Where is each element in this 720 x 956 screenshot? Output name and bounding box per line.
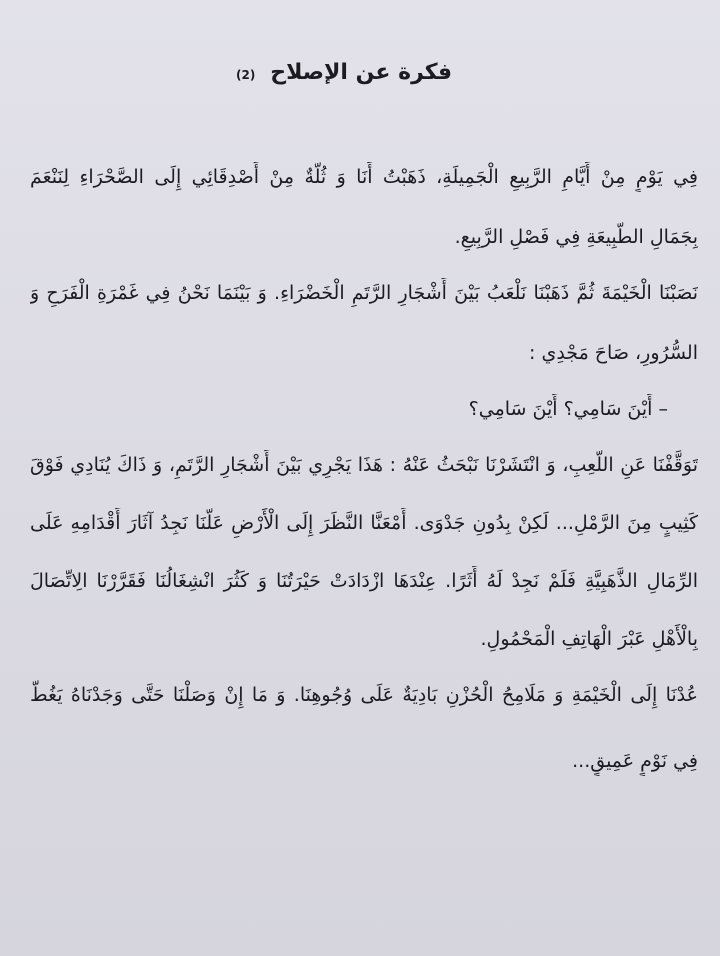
text-line: عُدْنَا إِلَى الْخَيْمَةِ وَ مَلَامِحُ الْحُزْنِ بَادِيَةٌ عَلَى وُجُوهِنَا. وَ مَا إِنْ وَصَلْنَا حَتَّى وَجَدْنَاهُ يَغُطُّ — [30, 684, 698, 706]
text-line: الرِّمَالِ الذَّهَبِيَّةِ فَلَمْ نَجِدْ لَهُ أَثَرًا. عِنْدَهَا ازْدَادَتْ حَيْرَتُنَا وَ كَثُرَ انْشِغَالُنَا فَقَرَّرْنَا الِاتِّصَالَ — [30, 570, 698, 592]
text-line: بِالْأَهْلِ عَبْرَ الْهَاتِفِ الْمَحْمُولِ. — [480, 628, 698, 650]
dialogue-line: – أَيْنَ سَامِي؟ أَيْنَ سَامِي؟ — [468, 398, 668, 420]
page-number: (2) — [236, 68, 256, 82]
page-title: فكرة عن الإصلاح — [270, 60, 452, 85]
text-line: فِي نَوْمٍ عَمِيقٍ... — [572, 750, 698, 772]
text-line: السُّرُورِ، صَاحَ مَجْدِي : — [529, 342, 698, 364]
text-line: فِي يَوْمٍ مِنْ أَيَّامِ الرَّبِيعِ الْجَمِيلَةِ، ذَهَبْتُ أَنَا وَ ثُلَّةٌ مِنْ أَصْدِقَائِي إِلَى الصَّحْرَاءِ لِنَنْعَمَ — [30, 166, 698, 188]
text-line: نَصَبْنَا الْخَيْمَةَ ثُمَّ ذَهَبْنَا نَلْعَبُ بَيْنَ أَشْجَارِ الرَّتَمِ الْخَضْرَاءِ. وَ بَيْنَمَا نَحْنُ فِي غَمْرَةِ الْفَرَحِ وَ — [30, 282, 698, 304]
text-line: بِجَمَالِ الطَّبِيعَةِ فِي فَصْلِ الرَّبِيعِ. — [454, 226, 698, 248]
title-row — [0, 60, 720, 96]
text-line: تَوَقَّفْنَا عَنِ اللَّعِبِ، وَ انْتَشَرْنَا نَبْحَثُ عَنْهُ : هَذَا يَجْرِي بَيْنَ أَشْجَارِ الرَّتَمِ، وَ ذَاكَ يُنَادِي فَوْقَ — [30, 454, 698, 476]
text-line: كَثِيبٍ مِنَ الرَّمْلِ... لَكِنْ بِدُونِ جَدْوَى. أَمْعَنَّا النَّظَرَ إِلَى الْأَرْضِ عَلَّنَا نَجِدُ آثَارَ أَقْدَامِهِ عَلَى — [30, 512, 698, 534]
